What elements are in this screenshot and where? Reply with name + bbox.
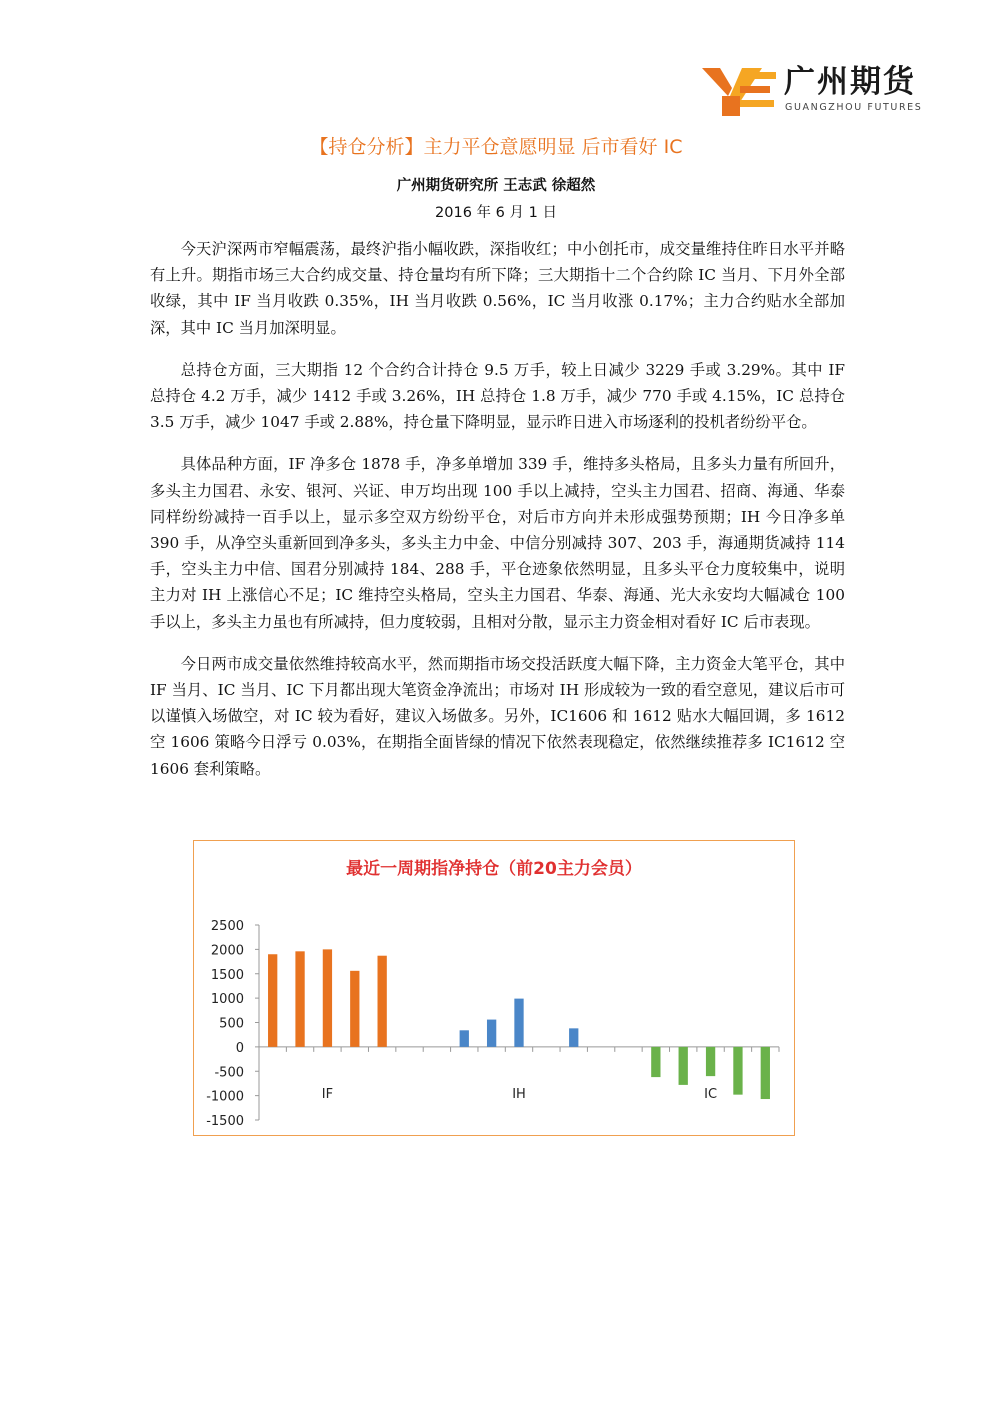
bar-ih-3 <box>514 999 523 1047</box>
y-tick-label: 1000 <box>210 992 244 1008</box>
document-title: 【持仓分析】主力平仓意愿明显 后市看好 IC <box>309 136 683 158</box>
net-position-chart <box>193 840 795 1136</box>
bar-if-2 <box>295 951 304 1047</box>
group-label-ih: IH <box>512 1087 526 1103</box>
bar-ih-1 <box>460 1030 469 1047</box>
bar-ic-5 <box>761 1047 770 1099</box>
bar-if-3 <box>323 949 332 1047</box>
bar-if-1 <box>268 954 277 1047</box>
paragraph-4: 今日两市成交量依然维持较高水平，然而期指市场交投活跃度大幅下降，主力资金大笔平仓，其中 IF 当月、IC 当月、IC 下月都出现大笔资金净流出；市场对 IH 形成较为一致的看空意见，建议后市可以谨慎入场做空，对 IC 较为看好，建议入场做多。另外，IC1606 和 1612 贴水大幅回调，多 1612 空 1606 策略今日浮亏 0.03%，在期指全面皆绿的情况下依然表现稳定，依然继续推荐多 IC1612 空 1606 套利策略。 <box>150 654 845 778</box>
bar-if-4 <box>350 971 359 1047</box>
logo-mark-icon <box>700 62 780 122</box>
bar-ic-2 <box>679 1047 688 1085</box>
bar-ic-1 <box>651 1047 660 1077</box>
bar-ic-4 <box>733 1047 742 1095</box>
company-logo <box>700 62 930 122</box>
y-tick-label: 2000 <box>210 943 244 959</box>
bar-ih-5 <box>569 1028 578 1047</box>
y-tick-label: -500 <box>214 1065 244 1081</box>
group-label-ic: IC <box>704 1087 718 1103</box>
y-tick-label: 1500 <box>210 967 244 983</box>
bar-ih-2 <box>487 1020 496 1047</box>
chart-title: 最近一周期指净持仓（前20主力会员） <box>346 859 642 879</box>
document-body <box>150 236 845 798</box>
y-tick-label: 500 <box>219 1016 244 1032</box>
y-tick-label: -1500 <box>206 1114 244 1129</box>
document-author: 广州期货研究所 王志武 徐超然 <box>396 178 596 194</box>
bar-if-5 <box>378 956 387 1047</box>
paragraph-3: 具体品种方面，IF 净多仓 1878 手，净多单增加 339 手，维持多头格局，且多头力量有所回升，多头主力国君、永安、银河、兴证、申万均出现 100 手以上减持，空头主力国君、招商、海通、华泰同样纷纷减持一百手以上，显示多空双方纷纷平仓，对后市方向并未形成强势预期；IH 今日净多单 390 手，从净空头重新回到净多头，多头主力中金、中信分别减持 307、203 手，海通期货减持 114 手，空头主力中信、国君分别减持 184、288 手，平仓迹象依然明显，且多头平仓力度较集中，说明主力对 IH 上涨信心不足；IC 维持空头格局，空头主力国君、华泰、海通、光大永安均大幅减仓 100 手以上，多头主力虽也有所减持，但力度较弱，且相对分散，显示主力资金相对看好 IC 后市表现。 <box>150 455 845 631</box>
logo-english-name: GUANGZHOU FUTURES <box>785 102 923 113</box>
y-tick-label: 2500 <box>210 919 244 934</box>
paragraph-2: 总持仓方面，三大期指 12 个合约合计持仓 9.5 万手，较上日减少 3229 手或 3.29%。其中 IF 总持仓 4.2 万手，减少 1412 手或 3.26%，IH 总持仓 1.8 万手，减少 770 手或 4.15%，IC 总持仓 3.5 万手，减少 1047 手或 2.88%，持仓量下降明显，显示昨日进入市场逐利的投机者纷纷平仓。 <box>150 360 845 432</box>
document-date: 2016 年 6 月 1 日 <box>435 205 557 221</box>
y-tick-label: -1000 <box>206 1089 244 1105</box>
logo-chinese-name: 广州期货 <box>784 64 916 100</box>
chart-canvas <box>194 841 794 1135</box>
group-label-if: IF <box>321 1087 334 1103</box>
paragraph-1: 今天沪深两市窄幅震荡，最终沪指小幅收跌，深指收红；中小创托市，成交量维持住昨日水平并略有上升。期指市场三大合约成交量、持仓量均有所下降；三大期指十二个合约除 IC 当月、下月外全部收绿，其中 IF 当月收跌 0.35%，IH 当月收跌 0.56%，IC 当月收涨 0.17%；主力合约贴水全部加深，其中 IC 当月加深明显。 <box>150 240 845 337</box>
y-tick-label: 0 <box>235 1040 244 1056</box>
bar-ic-3 <box>706 1047 715 1076</box>
